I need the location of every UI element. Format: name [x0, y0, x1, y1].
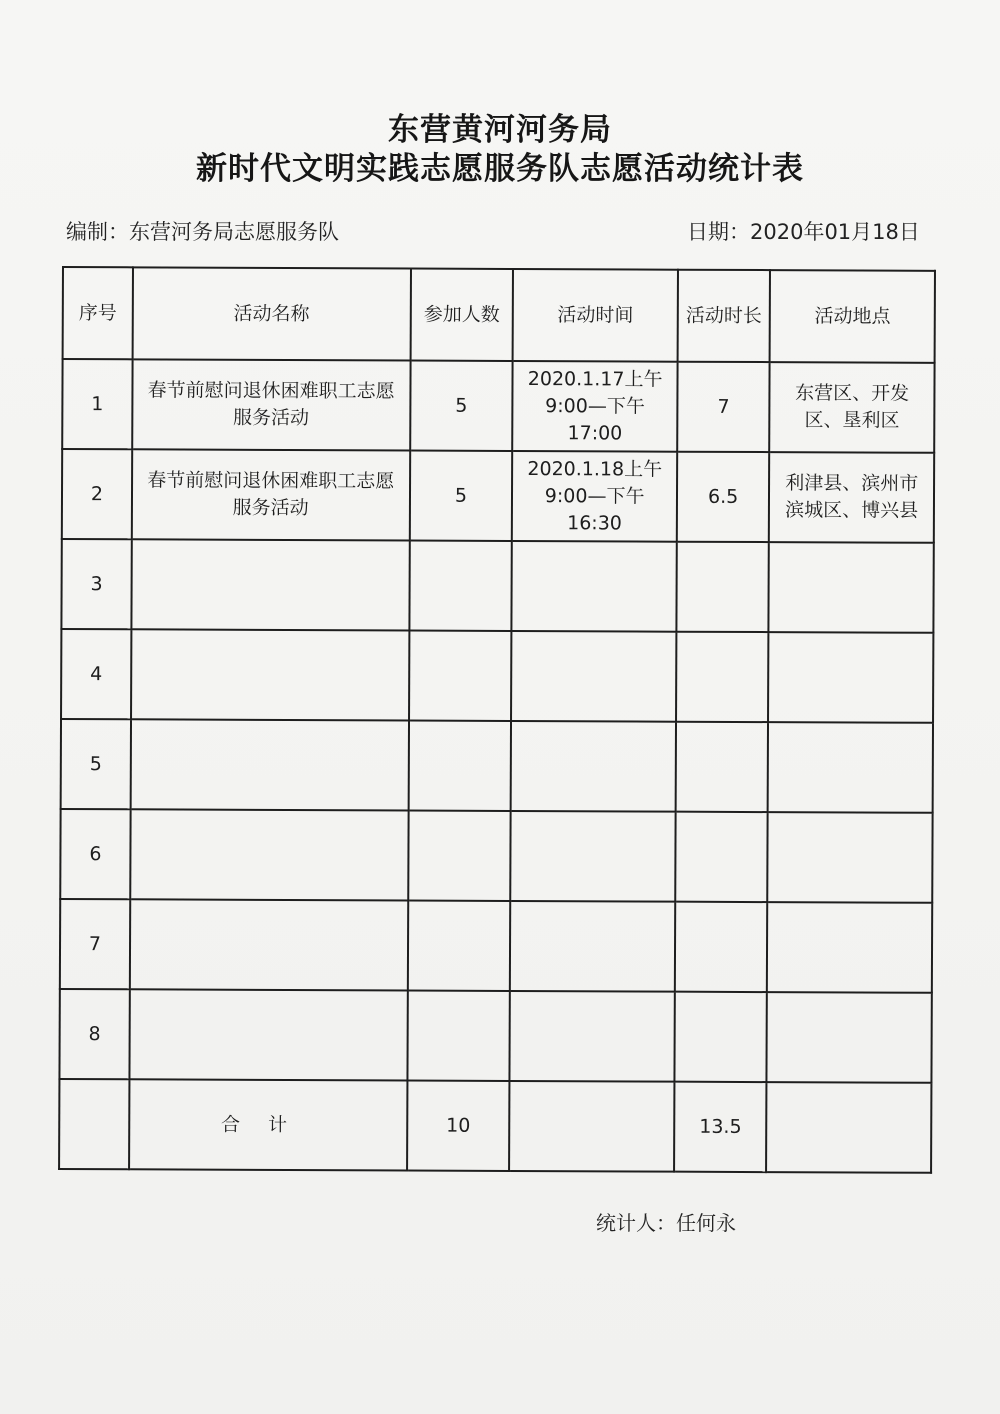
row-activity-time: 2020.1.17上午9:00—下午17:00 — [513, 361, 678, 452]
row-activity-name — [131, 539, 409, 630]
table-row — [62, 449, 934, 543]
row-participant-count — [407, 901, 510, 991]
header-activity-time: 活动时间 — [513, 269, 678, 362]
table-row — [60, 899, 932, 993]
row-activity-name — [130, 809, 408, 900]
row-participant-count: 5 — [409, 451, 512, 541]
header-index: 序号 — [63, 267, 133, 359]
row-activity-time — [512, 541, 677, 632]
row-index: 7 — [60, 899, 130, 989]
activity-statistics-table — [58, 266, 936, 1174]
row-activity-time — [510, 991, 675, 1082]
row-index: 4 — [61, 629, 131, 719]
total-time-cell — [509, 1081, 674, 1172]
row-activity-name: 春节前慰问退休困难职工志愿服务活动 — [132, 359, 410, 450]
row-activity-duration: 7 — [677, 362, 770, 452]
row-index: 6 — [60, 809, 130, 899]
row-activity-duration — [676, 542, 769, 632]
row-activity-location — [769, 542, 934, 633]
row-participant-count — [407, 991, 510, 1081]
header-activity-duration: 活动时长 — [677, 270, 770, 362]
total-participant-count: 10 — [407, 1081, 510, 1171]
row-index: 5 — [61, 719, 131, 809]
total-index-cell — [59, 1079, 129, 1169]
row-activity-time — [510, 901, 675, 992]
row-activity-location: 东营区、开发区、垦利区 — [770, 362, 935, 453]
row-activity-location — [767, 902, 932, 993]
row-activity-time — [511, 811, 676, 902]
row-participant-count — [409, 631, 512, 721]
row-activity-location: 利津县、滨州市滨城区、博兴县 — [769, 452, 934, 543]
row-participant-count — [408, 721, 511, 811]
table-row — [59, 989, 931, 1083]
row-activity-name — [130, 899, 408, 990]
row-activity-location — [768, 812, 933, 903]
row-activity-location — [768, 632, 933, 723]
row-activity-duration: 6.5 — [677, 452, 770, 542]
table-row — [60, 809, 932, 903]
table-header-row — [63, 267, 935, 363]
row-activity-name — [131, 719, 409, 810]
row-activity-duration — [676, 722, 769, 812]
date-label: 日期：2020年01月18日 — [687, 220, 920, 244]
row-participant-count — [409, 541, 512, 631]
compiler-label: 编制：东营河务局志愿服务队 — [66, 220, 339, 244]
header-activity-name: 活动名称 — [133, 267, 411, 360]
row-activity-time: 2020.1.18上午9:00—下午16:30 — [512, 451, 677, 542]
row-activity-duration — [676, 632, 769, 722]
header-participant-count: 参加人数 — [410, 269, 513, 361]
total-duration: 13.5 — [674, 1082, 767, 1172]
row-activity-time — [511, 631, 676, 722]
row-participant-count: 5 — [410, 361, 513, 451]
row-activity-name: 春节前慰问退休困难职工志愿服务活动 — [132, 449, 410, 540]
row-activity-location — [768, 722, 933, 813]
total-label: 合计 — [129, 1079, 407, 1170]
statistician-label: 统计人：任何永 — [596, 1211, 736, 1235]
table-row — [61, 719, 933, 813]
row-index: 8 — [59, 989, 129, 1079]
row-index: 2 — [62, 449, 132, 539]
row-activity-location — [767, 992, 932, 1083]
table-total-row — [59, 1079, 931, 1173]
table-row — [62, 359, 934, 453]
total-location-cell — [767, 1082, 932, 1173]
row-index: 1 — [62, 359, 132, 449]
row-participant-count — [408, 811, 511, 901]
row-activity-time — [511, 721, 676, 812]
row-activity-duration — [674, 992, 767, 1082]
table-row — [61, 539, 933, 633]
row-activity-name — [131, 629, 409, 720]
header-activity-location: 活动地点 — [770, 270, 935, 363]
row-activity-duration — [675, 902, 768, 992]
row-activity-duration — [675, 812, 768, 902]
table-row — [61, 629, 933, 723]
row-index: 3 — [61, 539, 131, 629]
row-activity-name — [129, 989, 407, 1080]
document-title: 东营黄河河务局 — [388, 112, 612, 148]
document-subtitle: 新时代文明实践志愿服务队志愿活动统计表 — [196, 151, 804, 187]
